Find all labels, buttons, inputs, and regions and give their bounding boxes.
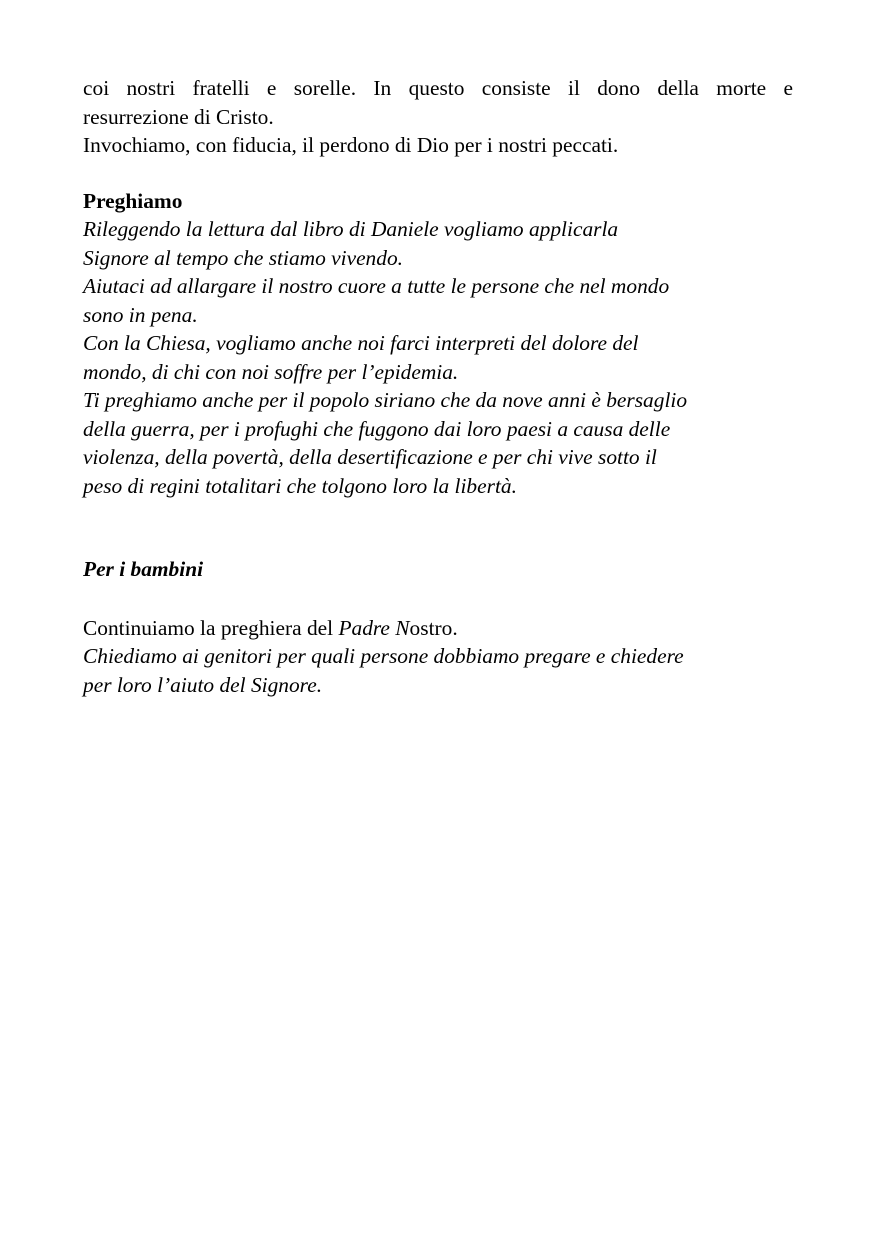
preghiamo-line: Rileggendo la lettura dal libro di Daniele vogliamo applicarla [83, 217, 619, 241]
preghiamo-line: peso di regini totalitari che tolgono loro la libertà. [83, 473, 517, 498]
preghiamo-line: mondo, di chi con noi soffre per l’epidemia. [83, 359, 459, 384]
spacer [83, 160, 793, 187]
preghiamo-line: Con la Chiesa, vogliamo anche noi farci interpreti del dolore del [83, 331, 639, 355]
spacer [83, 584, 793, 614]
bambini-line-3: per loro l’aiuto del Signore. [83, 672, 323, 697]
prayer-title-italic: Padre N [338, 615, 410, 640]
preghiamo-line: violenza, della povertà, della desertificazione e per chi vive sotto il [83, 445, 657, 469]
intro-line-3: Invochiamo, con fiducia, il perdono di Dio per i nostri peccati. [83, 133, 619, 157]
preghiamo-line: Signore al tempo che stiamo vivendo. [83, 245, 403, 270]
bambini-line-2: Chiediamo ai genitori per quali persone dobbiamo pregare e chiedere [83, 644, 684, 668]
prayer-title-upright: ostro [409, 615, 453, 640]
preghiamo-line: Aiutaci ad allargare il nostro cuore a tutte le persone che nel mondo [83, 274, 670, 298]
bambini-line-1 [83, 614, 793, 643]
section-heading-preghiamo: Preghiamo [83, 188, 183, 213]
spacer [83, 500, 793, 528]
preghiamo-line: sono in pena. [83, 302, 198, 327]
preghiamo-line: Ti preghiamo anche per il popolo siriano che da nove anni è bersaglio [83, 388, 688, 412]
bambini-line-1-suffix: . [452, 615, 458, 640]
bambini-line-1-prefix: Continuiamo la preghiera del [83, 615, 339, 640]
spacer [83, 528, 793, 555]
preghiamo-body [83, 215, 793, 500]
intro-line-2: resurrezione di Cristo. [83, 104, 274, 129]
preghiamo-line: della guerra, per i profughi che fuggono dai loro paesi a causa delle [83, 416, 671, 441]
section-heading-bambini: Per i bambini [83, 557, 204, 581]
document-page [83, 74, 793, 699]
intro-line-1: coi nostri fratelli e sorelle. In questo consiste il dono della morte e [83, 76, 793, 100]
